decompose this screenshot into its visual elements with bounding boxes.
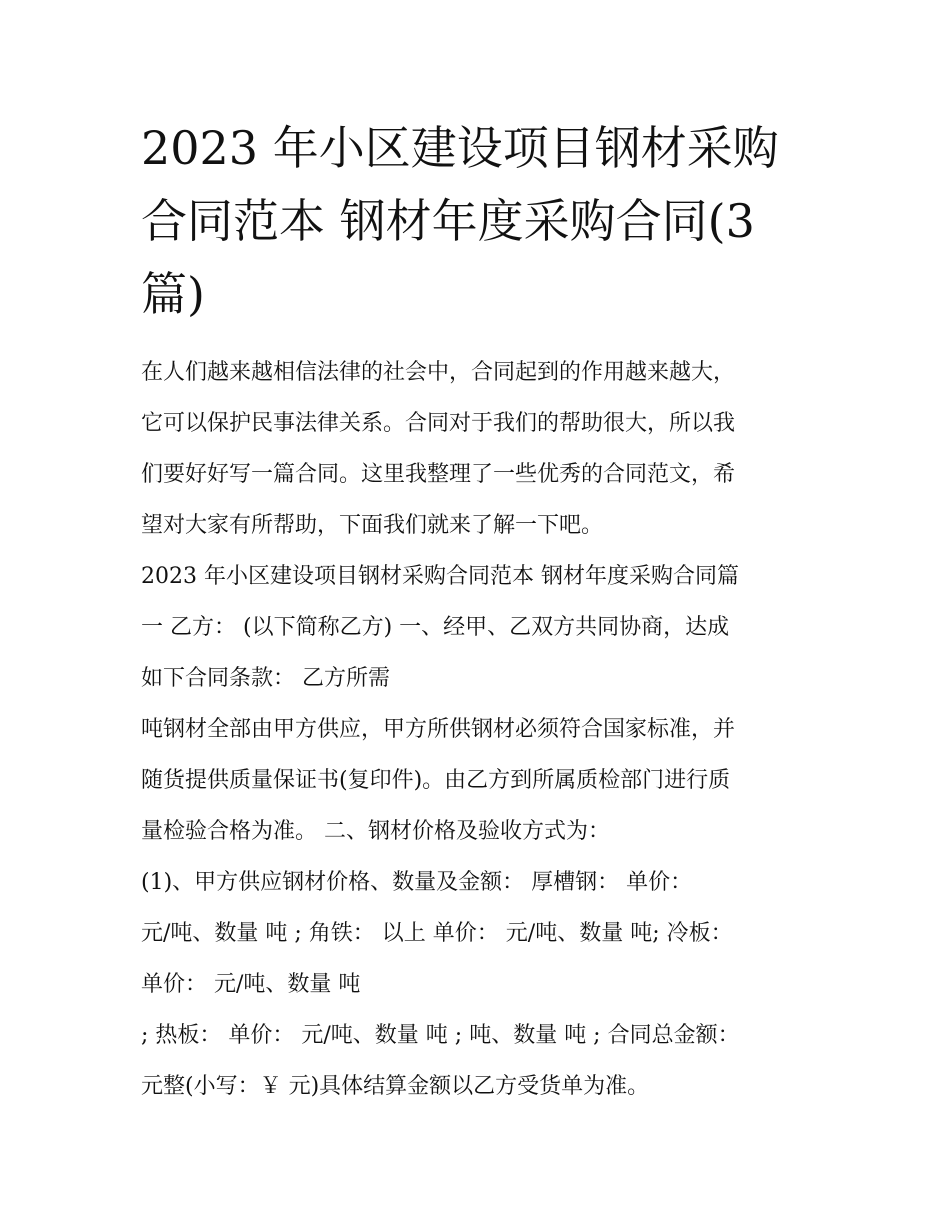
title-line: 篇) [141, 267, 205, 321]
text-line: ; 热板： 单价： 元/吨、数量 吨 ; 吨、数量 吨 ; 合同总金额： [141, 1023, 740, 1048]
text-line: 一 乙方： (以下简称乙方) 一、经甲、乙双方共同协商，达成 [141, 615, 730, 640]
text-line: 在人们越来越相信法律的社会中，合同起到的作用越来越大， [141, 360, 736, 385]
text-line: 2023 年小区建设项目钢材采购合同范本 钢材年度采购合同篇 [141, 564, 739, 589]
text-line: 如下合同条款： 乙方所需 [141, 666, 390, 691]
document-title [141, 112, 831, 331]
total-paragraph [141, 1010, 831, 1112]
text-line: (1)、甲方供应钢材价格、数量及金额： 厚槽钢： 单价： [141, 870, 693, 895]
title-line: 合同范本 钢材年度采购合同(3 [141, 194, 755, 248]
text-line: 随货提供质量保证书(复印件)。由乙方到所属质检部门进行质 [141, 768, 731, 793]
document-content [141, 112, 831, 1112]
text-line: 元/吨、数量 吨 ; 角铁： 以上 单价： 元/吨、数量 吨; 冷板： [141, 921, 733, 946]
price-paragraph [141, 857, 831, 1010]
text-line: 单价： 元/吨、数量 吨 [141, 972, 361, 997]
contract-intro-paragraph [141, 551, 831, 704]
text-line: 们要好好写一篇合同。这里我整理了一些优秀的合同范文，希 [141, 462, 736, 487]
intro-paragraph [141, 347, 831, 551]
text-line: 它可以保护民事法律关系。合同对于我们的帮助很大，所以我 [141, 411, 736, 436]
text-line: 量检验合格为准。 二、钢材价格及验收方式为： [141, 819, 610, 844]
text-line: 望对大家有所帮助，下面我们就来了解一下吧。 [141, 513, 604, 538]
text-line: 元整(小写：￥ 元)具体结算金额以乙方受货单为准。 [141, 1074, 650, 1099]
supply-paragraph [141, 704, 831, 857]
text-line: 吨钢材全部由甲方供应，甲方所供钢材必须符合国家标准，并 [141, 717, 736, 742]
title-line: 2023 年小区建设项目钢材采购 [141, 121, 779, 175]
